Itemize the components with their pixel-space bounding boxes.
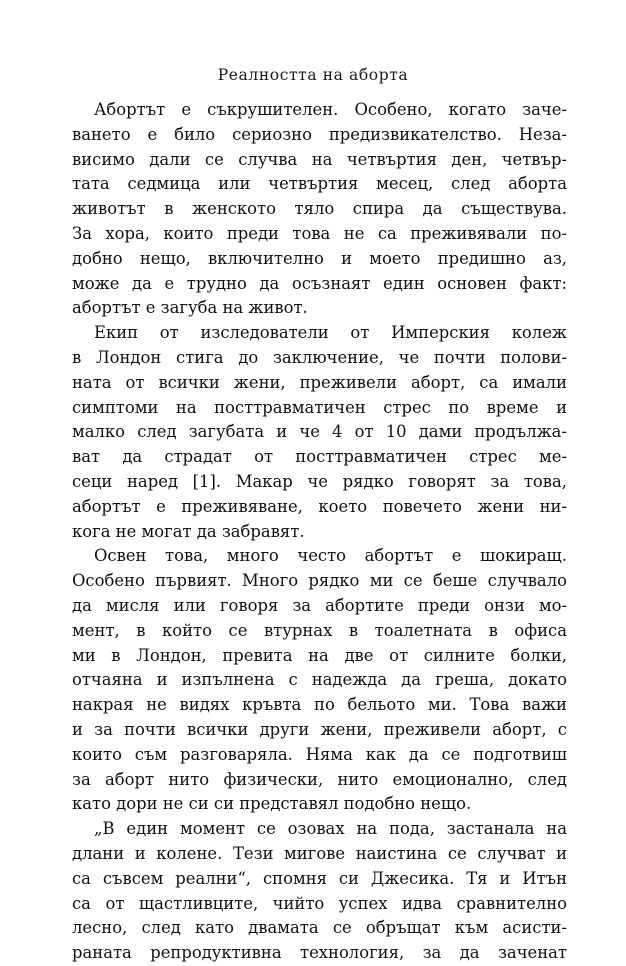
- text-line: в Лондон стига до заключение, че почти полови-: [72, 347, 567, 367]
- text-line: абортът е загуба на живот.: [72, 298, 308, 318]
- text-line: да мисля или говоря за абортите преди онзи мо-: [72, 595, 567, 615]
- text-line: Особено първият. Много рядко ми се беше случвало: [72, 571, 567, 591]
- text-line: и за почти всички други жени, преживели аборт, с: [72, 719, 567, 739]
- text-line: са от щастливците, чийто успех идва сравнително: [72, 893, 567, 913]
- text-line: симптоми на посттравматичен стрес по време и: [72, 397, 567, 417]
- text-line: ната от всички жени, преживели аборт, са имали: [72, 372, 567, 392]
- text-line: може да е трудно да осъзнаят един основен факт:: [72, 273, 567, 293]
- text-line: отчаяна и изпълнена с надежда да греша, докато: [72, 670, 567, 690]
- body-text: [72, 98, 567, 966]
- text-line: животът в женското тяло спира да съществува.: [72, 199, 567, 219]
- text-line: като дори не си си представял подобно нещо.: [72, 794, 472, 814]
- text-line: висимо дали се случва на четвъртия ден, четвър-: [72, 149, 567, 169]
- text-line: ването е било сериозно предизвикателство. Неза-: [72, 124, 567, 144]
- text-line: ват да страдат от посттравматичен стрес ме-: [72, 447, 567, 467]
- text-line: „В един момент се озовах на пода, застанала на: [94, 819, 567, 839]
- text-line: За хора, които преди това не са преживявали по-: [72, 223, 567, 243]
- text-line: тата седмица или четвъртия месец, след аборта: [72, 174, 567, 194]
- text-line: накрая не видях кръвта по бельото ми. Това важи: [72, 695, 567, 715]
- text-line: абортът е преживяване, което повечето жени ни-: [72, 496, 567, 516]
- paragraph: [72, 544, 567, 817]
- paragraph: [72, 98, 567, 321]
- paragraph: [72, 321, 567, 544]
- text-line: малко след загубата и че 4 от 10 дами продължа-: [72, 422, 567, 442]
- text-line: за аборт нито физически, нито емоционално, след: [72, 769, 567, 789]
- text-line: сеци наред [1]. Макар че рядко говорят за това,: [72, 471, 567, 491]
- running-head: Реалността на аборта: [217, 66, 409, 84]
- text-line: мент, в който се втурнах в тоалетната в офиса: [72, 620, 567, 640]
- paragraph: [72, 817, 567, 966]
- text-line: кога не могат да забравят.: [72, 521, 305, 541]
- text-line: които съм разговаряла. Няма как да се подготвиш: [72, 744, 567, 764]
- text-line: ми в Лондон, превита на две от силните болки,: [72, 645, 567, 665]
- text-line: Екип от изследователи от Имперския колеж: [94, 323, 567, 343]
- text-line: раната репродуктивна технология, за да заченат: [72, 943, 567, 963]
- text-line: длани и колене. Тези мигове наистина се случват и: [72, 843, 567, 863]
- text-line: са съвсем реални“, спомня си Джесика. Тя и Итън: [72, 868, 567, 888]
- text-line: Абортът е съкрушителен. Особено, когато заче-: [94, 100, 567, 119]
- text-line: добно нещо, включително и моето предишно аз,: [72, 248, 567, 268]
- text-line: лесно, след като двамата се обръщат към асисти-: [72, 918, 567, 938]
- text-line: Освен това, много често абортът е шокиращ.: [94, 546, 567, 566]
